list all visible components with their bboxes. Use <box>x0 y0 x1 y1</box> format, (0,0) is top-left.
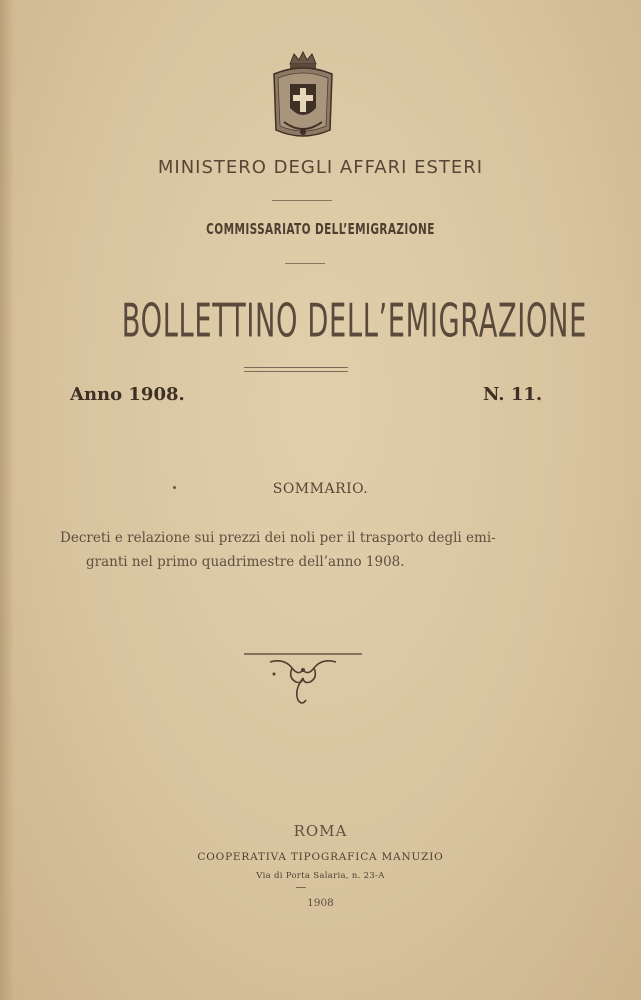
imprint-city: ROMA <box>293 822 348 840</box>
ministry-heading: MINISTERO DEGLI AFFARI ESTERI <box>157 157 484 178</box>
ornament-icon <box>240 648 366 710</box>
summary-line: granti nel primo quadrimestre dell’anno 1908. <box>86 554 405 570</box>
double-divider <box>244 367 348 372</box>
imprint-address: Via di Porta Salaria, n. 23-A <box>256 871 385 881</box>
issue-year: Anno 1908. <box>70 384 185 405</box>
divider <box>272 200 332 201</box>
divider <box>296 887 306 888</box>
publication-title: BOLLETTINO DELL’EMIGRAZIONE <box>121 294 587 349</box>
issue-number: N. 11. <box>483 384 543 405</box>
crest-icon <box>268 50 338 142</box>
summary-text <box>60 526 560 574</box>
imprint-year: 1908 <box>307 897 334 909</box>
imprint-printer: COOPERATIVA TIPOGRAFICA MANUZIO <box>197 851 444 863</box>
commissariato-heading: COMMISSARIATO DELL’EMIGRAZIONE <box>206 220 435 238</box>
page-edge-shadow <box>0 0 14 1000</box>
divider <box>285 263 325 264</box>
summary-heading: SOMMARIO. <box>272 481 369 497</box>
summary-line: Decreti e relazione sui prezzi dei noli per il trasporto degli emi- <box>60 530 496 546</box>
